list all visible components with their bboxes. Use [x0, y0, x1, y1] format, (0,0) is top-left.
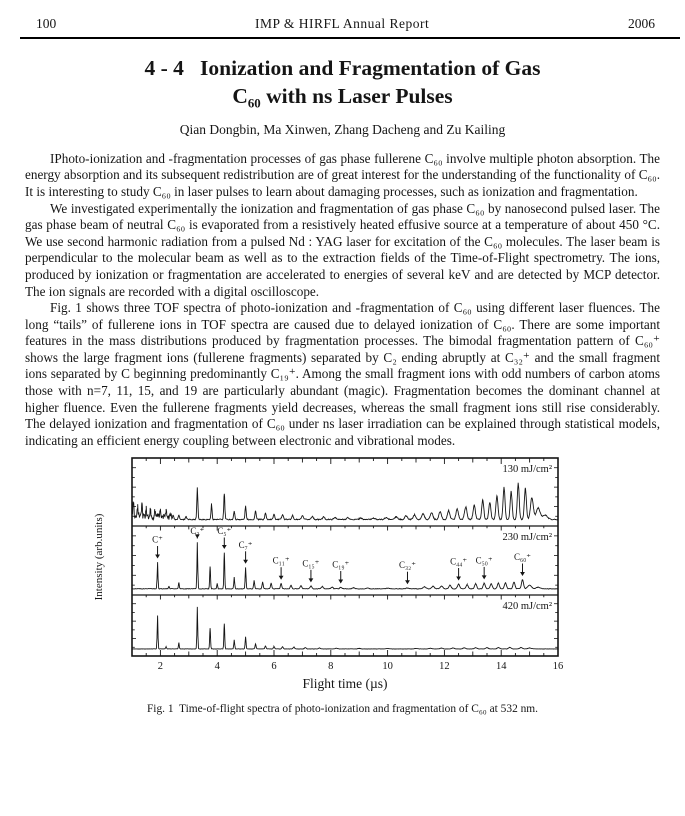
running-header — [0, 0, 685, 32]
svg-text:10: 10 — [382, 661, 393, 673]
svg-text:C₃⁺: C₃⁺ — [190, 526, 205, 537]
svg-text:12: 12 — [439, 661, 450, 673]
article-title-line1: 4 - 4 Ionization and Fragmentation of Gas — [144, 56, 541, 80]
year: 2006 — [628, 16, 655, 31]
svg-text:C₁₁⁺: C₁₁⁺ — [272, 556, 290, 567]
svg-text:C⁺: C⁺ — [152, 534, 163, 545]
svg-text:2: 2 — [157, 661, 164, 673]
page-number: 100 — [36, 16, 57, 31]
svg-text:130 mJ/cm²: 130 mJ/cm² — [502, 464, 552, 476]
paragraph-1: IPhoto-ionization and -fragmentation processes of gas phase fullerene C₆₀ involve multiple photon absorption. The energy absorption and its subsequent redistribution are of great interest for the understanding of the functionality of C₆₀. It is interesting to study C₆₀ in laser pulses to learn about damaging processes, such as ionization and fragmentation. — [25, 150, 660, 199]
svg-text:C₄₄⁺: C₄₄⁺ — [450, 556, 468, 567]
svg-text:C₅⁺: C₅⁺ — [217, 526, 232, 537]
svg-text:Intensity (arb.units): Intensity (arb.units) — [93, 514, 105, 601]
svg-text:6: 6 — [271, 661, 277, 673]
svg-text:C₁₅⁺: C₁₅⁺ — [302, 558, 320, 569]
svg-text:230 mJ/cm²: 230 mJ/cm² — [502, 532, 552, 544]
svg-text:C₇⁺: C₇⁺ — [238, 540, 253, 551]
article-body — [0, 151, 685, 450]
paragraph-3: Fig. 1 shows three TOF spectra of photo-ionization and -fragmentation of C₆₀ using different laser fluences. The long “tails” of fullerene ions in TOF spectra are caused due to delayed ionization of C₆₀. There are some important features in the mass distributions produced by fragmentation processes. The bimodal fragmentation pattern of C₆₀⁺ shows the large fragment ions (fullerene fragments) separated by C₂ ending abruptly at C₃₂⁺ and the small fragment ions separated by C beginning predominantly C₁₉⁺. Among the small fragment ions with odd numbers of carbon atoms those with n=7, 11, 15, and 19 are particularly abundant (magic). Fragmentation becomes the dominant channel at higher fluence. Even the fullerene fragments yield decreases, whereas the small fragment ions still rise considerably. The delayed ionization and fragmentation of C₆₀ under ns laser irradiation can be explained through statistical models, indicating an efficient energy coupling between electronic and vibrational modes. — [25, 300, 660, 448]
svg-text:420 mJ/cm²: 420 mJ/cm² — [502, 601, 552, 613]
article-title — [30, 54, 655, 111]
figure-1 — [0, 455, 685, 715]
svg-text:C₆₀⁺: C₆₀⁺ — [513, 552, 532, 563]
svg-text:8: 8 — [328, 661, 334, 673]
journal-title: IMP & HIRFL Annual Report — [255, 16, 430, 31]
svg-text:C₃₂⁺: C₃₂⁺ — [398, 560, 416, 571]
authors: Qian Dongbin, Ma Xinwen, Zhang Dacheng and Zu Kailing — [179, 121, 506, 137]
svg-text:4: 4 — [214, 661, 220, 673]
svg-text:C₁₉⁺: C₁₉⁺ — [332, 559, 350, 570]
svg-text:Flight time (µs): Flight time (µs) — [302, 676, 388, 692]
article-title-line2: C₆₀ with ns Laser Pulses — [232, 84, 453, 109]
tof-spectra-svg — [90, 455, 565, 697]
figure-caption: Fig. 1 Time-of-flight spectra of photo-ionization and fragmentation of C₆₀ at 532 nm. — [146, 703, 539, 716]
header-rule — [20, 37, 680, 39]
paragraph-2: We investigated experimentally the ionization and fragmentation of gas phase C₆₀ by nanosecond pulsed laser. The gas phase beam of neutral C₆₀ is evaporated from a resistively heated effusive source at a temperature of about 450 °C. We use second harmonic radiation from a pulsed Nd : YAG laser for excitation of the C₆₀ molecules. The laser beam is perpendicular to the molecular beam as well as to the extraction fields of the Time-of-Flight spectrometry. The ions, produced by ionization or fragmentation are accelerated to energies of several keV and are detected by MCP detector. The ion signals are recorded with a digital oscilloscope. — [25, 200, 660, 299]
svg-text:16: 16 — [552, 661, 564, 673]
svg-text:C₅₀⁺: C₅₀⁺ — [475, 555, 493, 566]
svg-text:14: 14 — [495, 661, 507, 673]
